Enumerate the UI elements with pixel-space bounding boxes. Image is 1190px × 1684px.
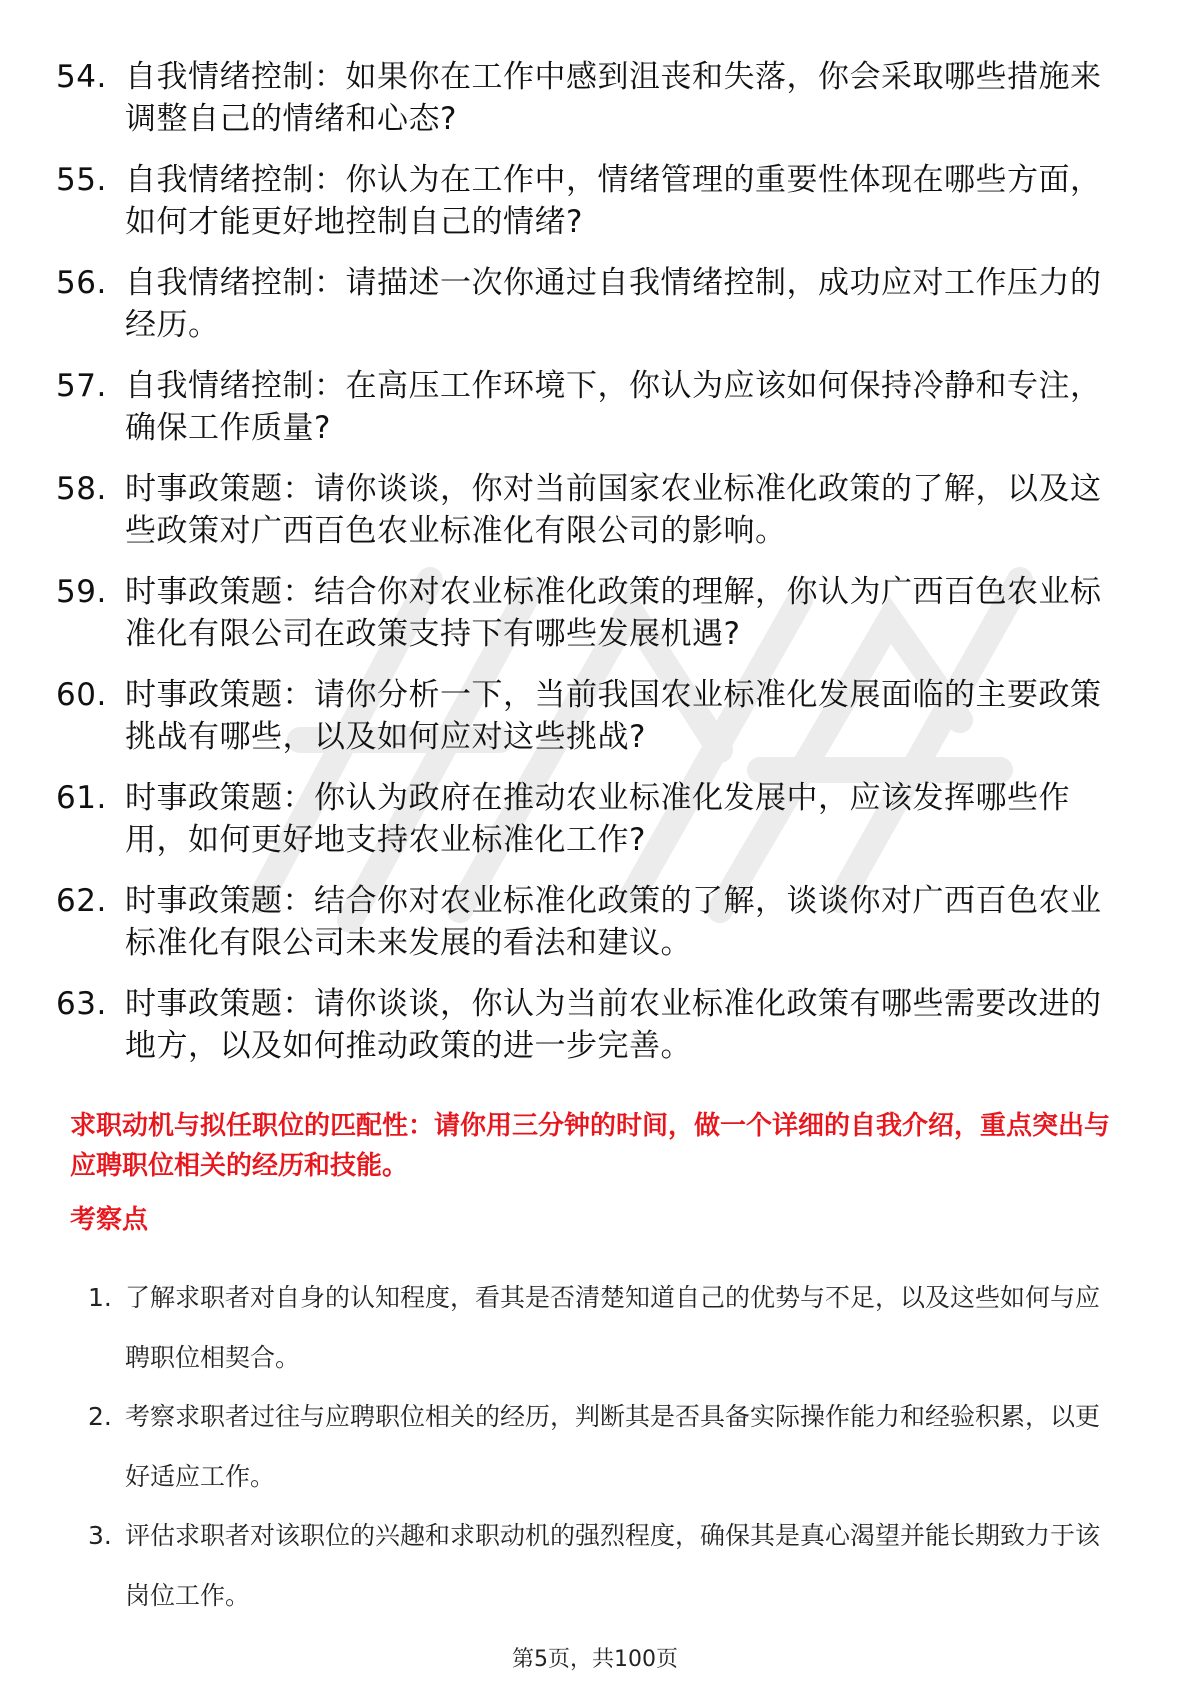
question-item <box>0 666 1190 769</box>
list-item <box>0 1268 1190 1387</box>
question-number: 55. <box>56 162 107 198</box>
question-text: 自我情绪控制：在高压工作环境下，你认为应该如何保持冷静和专注，确保工作质量? <box>125 368 1102 446</box>
highlight-question: 求职动机与拟任职位的匹配性：请你用三分钟的时间，做一个详细的自我介绍，重点突出与应聘职位相关的经历和技能。 <box>70 1111 1111 1181</box>
question-item <box>0 563 1190 666</box>
question-item <box>0 151 1190 254</box>
question-number: 57. <box>56 368 107 404</box>
list-item-number: 1. <box>88 1283 112 1312</box>
page-footer: 第5页，共100页 <box>512 1647 678 1672</box>
question-item <box>0 357 1190 460</box>
question-number: 59. <box>56 574 107 610</box>
question-text: 时事政策题：请你谈谈，你对当前国家农业标准化政策的了解，以及这些政策对广西百色农业标准化有限公司的影响。 <box>125 471 1102 549</box>
section-heading: 考察点 <box>70 1205 149 1235</box>
list-item-number: 3. <box>88 1521 112 1550</box>
question-list <box>0 48 1190 1078</box>
question-number: 54. <box>56 59 107 95</box>
list-item-text: 考察求职者过往与应聘职位相关的经历，判断其是否具备实际操作能力和经验积累，以更好适应工作。 <box>125 1402 1101 1491</box>
assessment-points-list <box>0 1268 1190 1625</box>
question-item <box>0 254 1190 357</box>
question-text: 自我情绪控制：请描述一次你通过自我情绪控制，成功应对工作压力的经历。 <box>125 265 1102 343</box>
question-number: 60. <box>56 677 107 713</box>
question-text: 时事政策题：请你分析一下，当前我国农业标准化发展面临的主要政策挑战有哪些，以及如何应对这些挑战? <box>125 677 1102 755</box>
question-text: 自我情绪控制：你认为在工作中，情绪管理的重要性体现在哪些方面，如何才能更好地控制自己的情绪? <box>125 162 1102 240</box>
question-number: 62. <box>56 883 107 919</box>
question-item <box>0 975 1190 1078</box>
question-number: 58. <box>56 471 107 507</box>
question-text: 自我情绪控制：如果你在工作中感到沮丧和失落，你会采取哪些措施来调整自己的情绪和心态? <box>125 59 1102 137</box>
question-text: 时事政策题：请你谈谈，你认为当前农业标准化政策有哪些需要改进的地方，以及如何推动政策的进一步完善。 <box>125 986 1102 1064</box>
question-item <box>0 872 1190 975</box>
question-text: 时事政策题：结合你对农业标准化政策的理解，你认为广西百色农业标准化有限公司在政策支持下有哪些发展机遇? <box>125 574 1102 652</box>
list-item-text: 评估求职者对该职位的兴趣和求职动机的强烈程度，确保其是真心渴望并能长期致力于该岗位工作。 <box>125 1521 1101 1610</box>
list-item-text: 了解求职者对自身的认知程度，看其是否清楚知道自己的优势与不足，以及这些如何与应聘职位相契合。 <box>125 1283 1101 1372</box>
list-item <box>0 1506 1190 1625</box>
question-number: 63. <box>56 986 107 1022</box>
question-text: 时事政策题：结合你对农业标准化政策的了解，谈谈你对广西百色农业标准化有限公司未来发展的看法和建议。 <box>125 883 1102 961</box>
question-item <box>0 769 1190 872</box>
question-number: 61. <box>56 780 107 816</box>
list-item-number: 2. <box>88 1402 112 1431</box>
question-item <box>0 460 1190 563</box>
question-number: 56. <box>56 265 107 301</box>
question-text: 时事政策题：你认为政府在推动农业标准化发展中，应该发挥哪些作用，如何更好地支持农业标准化工作? <box>125 780 1070 858</box>
list-item <box>0 1387 1190 1506</box>
question-item <box>0 48 1190 151</box>
